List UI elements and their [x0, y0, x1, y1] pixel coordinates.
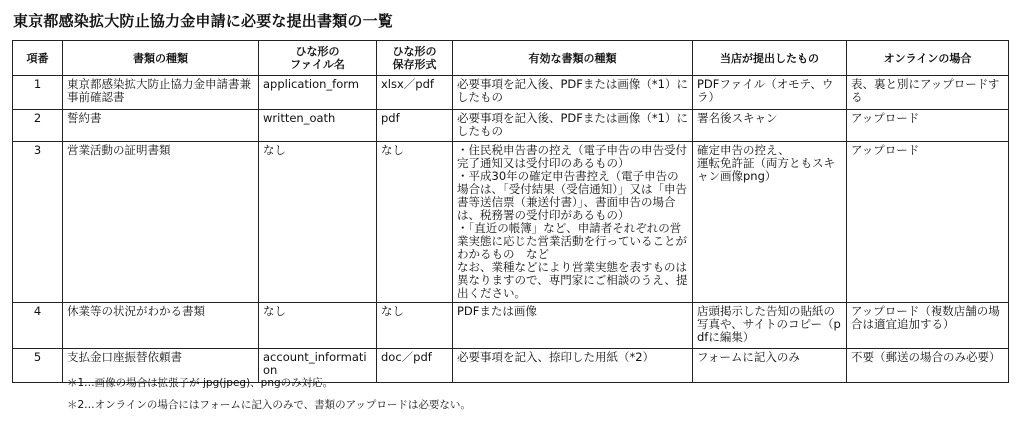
document-type: 休業等の状況がわかる書類 — [63, 303, 259, 349]
table-row — [13, 76, 1009, 110]
page-title: 東京都感染拡大防止協力金申請に必要な提出書類の一覧 — [13, 12, 394, 30]
footnote-1: ＊1…画像の場合は拡張子が jpg(jpeg)、pngのみ対応。 — [67, 377, 334, 389]
footnote-2: ＊2…オンラインの場合にはフォームに記入のみで、書類のアップロードは必要ない。 — [67, 399, 471, 411]
document-type: 東京都感染拡大防止協力金申請書兼事前確認書 — [63, 76, 259, 110]
header-submitted-by-store: 当店が提出したもの — [693, 41, 847, 76]
document-type: 営業活動の証明書類 — [63, 142, 259, 303]
header-template-file-name: ひな形の ファイル名 — [259, 41, 377, 76]
template-file-name: なし — [259, 142, 377, 303]
row-number: 3 — [13, 142, 63, 303]
header-valid-document-types: 有効な書類の種類 — [453, 41, 693, 76]
valid-document-types: 必要事項を記入、捺印した用紙（*2） — [453, 349, 693, 383]
template-format: xlsx／pdf — [377, 76, 453, 110]
documents-table — [12, 40, 1009, 383]
valid-document-types: 必要事項を記入後、PDFまたは画像（*1）にしたもの — [453, 76, 693, 110]
header-online-case: オンラインの場合 — [847, 41, 1009, 76]
template-file-name: account_information — [259, 349, 377, 383]
template-format: なし — [377, 142, 453, 303]
header-template-format: ひな形の 保存形式 — [377, 41, 453, 76]
document-type: 支払金口座振替依頼書 — [63, 349, 259, 383]
online-case: 表、裏と別にアップロードする — [847, 76, 1009, 110]
submitted-by-store: 確定申告の控え、 運転免許証（両方ともスキャン画像png） — [693, 142, 847, 303]
table-row — [13, 110, 1009, 142]
submitted-by-store: フォームに記入のみ — [693, 349, 847, 383]
table-header-row — [13, 41, 1009, 76]
valid-document-types: PDFまたは画像 — [453, 303, 693, 349]
row-number: 4 — [13, 303, 63, 349]
submitted-by-store: 署名後スキャン — [693, 110, 847, 142]
template-file-name: written_oath — [259, 110, 377, 142]
table-row — [13, 303, 1009, 349]
row-number: 5 — [13, 349, 63, 383]
document-type: 誓約書 — [63, 110, 259, 142]
online-case: アップロード — [847, 142, 1009, 303]
row-number: 2 — [13, 110, 63, 142]
row-number: 1 — [13, 76, 63, 110]
online-case: アップロード（複数店舗の場合は適宜追加する） — [847, 303, 1009, 349]
valid-document-types: 必要事項を記入後、PDFまたは画像（*1）にしたもの — [453, 110, 693, 142]
online-case: 不要（郵送の場合のみ必要） — [847, 349, 1009, 383]
template-format: pdf — [377, 110, 453, 142]
template-format: doc／pdf — [377, 349, 453, 383]
footnotes — [67, 376, 471, 420]
online-case: アップロード — [847, 110, 1009, 142]
template-format: なし — [377, 303, 453, 349]
template-file-name: なし — [259, 303, 377, 349]
submitted-by-store: 店頭掲示した告知の貼紙の写真や、サイトのコピー（pdfに編集） — [693, 303, 847, 349]
table-row — [13, 142, 1009, 303]
template-file-name: application_form — [259, 76, 377, 110]
submitted-by-store: PDFファイル（オモテ、ウラ） — [693, 76, 847, 110]
header-document-type: 書類の種類 — [63, 41, 259, 76]
header-number: 項番 — [13, 41, 63, 76]
valid-document-types: ・住民税申告書の控え（電子申告の申告受付完了通知又は受付印のあるもの） ・平成30年の確定申告書控え（電子申告の場合は、「受付結果（受信通知）」又は「申告書等送信票（兼送付書）」、書面申告の場合は、税務署の受付印があるもの） ・「直近の帳簿」など、申請者それぞれの営業実態に応じた営業活動を行っていることがわかるもの など なお、業種などにより営業実態を表すものは異なりますので、専門家にご相談のうえ、提出ください。 — [453, 142, 693, 303]
